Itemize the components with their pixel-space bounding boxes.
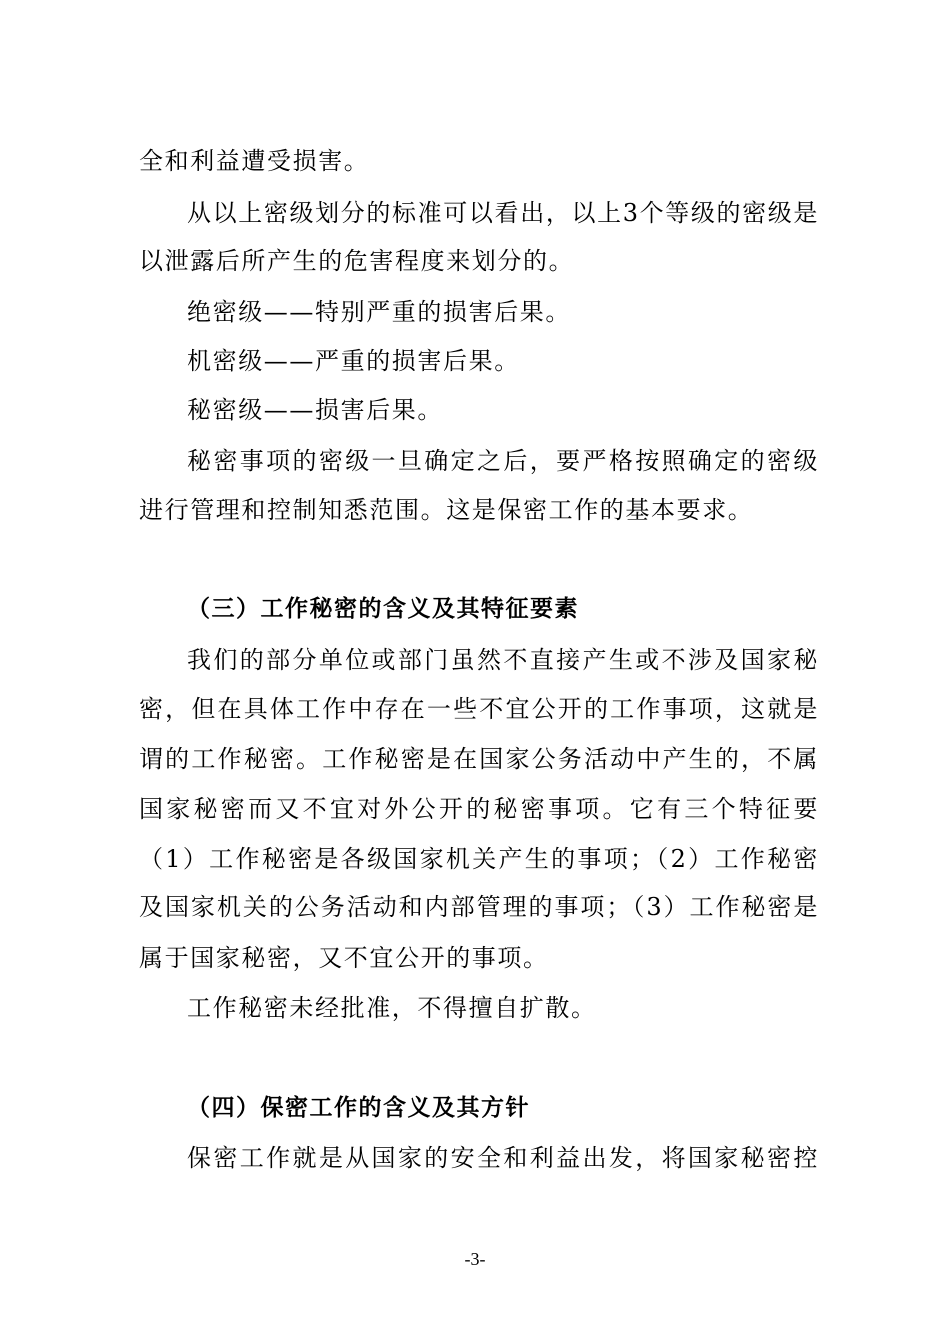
paragraph-line: 及国家机关的公务活动和内部管理的事项；（3）工作秘密是 bbox=[139, 893, 819, 921]
page-number: -3- bbox=[464, 1249, 486, 1269]
paragraph-line: 保密工作就是从国家的安全和利益出发，将国家秘密控 bbox=[187, 1144, 819, 1172]
paragraph-line: 全和利益遭受损害。 bbox=[139, 147, 370, 175]
paragraph-line: 秘密事项的密级一旦确定之后，要严格按照确定的密级 bbox=[187, 447, 819, 475]
paragraph-line: 从以上密级划分的标准可以看出，以上3个等级的密级是 bbox=[187, 199, 819, 227]
paragraph-line: 属于国家秘密，又不宜公开的事项。 bbox=[139, 944, 549, 972]
paragraph-line: 进行管理和控制知悉范围。这是保密工作的基本要求。 bbox=[139, 496, 754, 524]
paragraph-line: （1）工作秘密是各级国家机关产生的事项；（2）工作秘密 bbox=[139, 845, 819, 873]
paragraph-line: 国家秘密而又不宜对外公开的秘密事项。它有三个特征要 bbox=[139, 795, 819, 823]
paragraph-line: 密，但在具体工作中存在一些不宜公开的工作事项，这就是 bbox=[139, 695, 819, 723]
paragraph-line: 我们的部分单位或部门虽然不直接产生或不涉及国家秘 bbox=[187, 646, 819, 674]
paragraph-line: 以泄露后所产生的危害程度来划分的。 bbox=[139, 247, 575, 275]
paragraph-line: 工作秘密未经批准，不得擅自扩散。 bbox=[187, 994, 597, 1022]
paragraph-line: 绝密级——特别严重的损害后果。 bbox=[187, 298, 571, 326]
section-heading: （三）工作秘密的含义及其特征要素 bbox=[187, 596, 579, 622]
paragraph-line: 谓的工作秘密。工作秘密是在国家公务活动中产生的，不属 bbox=[139, 745, 819, 773]
paragraph-line: 机密级——严重的损害后果。 bbox=[187, 347, 520, 375]
paragraph-line: 秘密级——损害后果。 bbox=[187, 396, 443, 424]
section-heading: （四）保密工作的含义及其方针 bbox=[187, 1095, 530, 1121]
